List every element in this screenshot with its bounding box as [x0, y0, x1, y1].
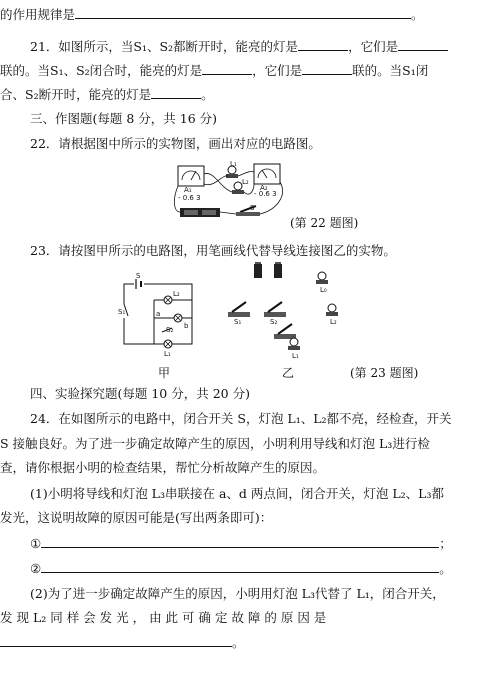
answer-blank[interactable]: [75, 6, 411, 19]
label-l1: L₁: [230, 160, 237, 168]
answer-blank[interactable]: [202, 62, 252, 75]
part-label-l0: L₀: [320, 286, 327, 294]
q24-line-7: [0, 610, 494, 626]
answer-line-1: [0, 535, 494, 552]
q21-line-3: [0, 86, 494, 103]
q24-line-6: [0, 586, 494, 602]
answer-blank[interactable]: [302, 62, 352, 75]
text: 三、作图题(每题 8 分，共 16 分): [30, 111, 218, 126]
label-m1: - 0.6 3: [178, 194, 201, 202]
part-label-l2: L₂: [330, 318, 337, 326]
text: 。: [411, 7, 424, 22]
q22-text: [0, 136, 494, 152]
q21-line-2: [0, 62, 494, 79]
text: 22．请根据图中所示的实物图，画出对应的电路图。: [30, 136, 321, 151]
figure-22: [170, 160, 290, 230]
section-3-heading: [0, 111, 494, 127]
text: 发光，这说明故障的原因可能是(写出两条即可)：: [0, 510, 273, 525]
label-a1: A₁: [184, 186, 192, 194]
label-l2: L₂: [173, 290, 180, 298]
text: 查，请你根据小明的检查结果，帮忙分析故障产生的原因。: [0, 460, 326, 475]
text: (1)小明将导线和灯泡 L₃串联接在 a、d 两点间，闭合开关，灯泡 L₂、L₃都: [30, 486, 444, 501]
text: 23．请按图甲所示的电路图，用笔画线代替导线连接图乙的实物。: [30, 243, 396, 258]
q24-line-1: [0, 411, 494, 427]
q24-line-8: [0, 634, 494, 651]
answer-blank[interactable]: [398, 38, 448, 51]
line-1: [0, 6, 494, 23]
text: ，它们是: [252, 63, 303, 78]
answer-line-2: [0, 560, 494, 577]
label-s: S: [136, 272, 141, 280]
label-a: a: [156, 310, 161, 318]
text: 发 现 L₂ 同 样 会 发 光 ， 由 此 可 确 定 故 障 的 原 因 是: [0, 610, 327, 625]
q24-line-2: [0, 436, 494, 452]
part-label-s1: S₁: [234, 318, 242, 326]
text: ；: [439, 536, 452, 551]
text: 。: [232, 635, 245, 650]
text: S 接触良好。为了进一步确定故障产生的原因，小明利用导线和灯泡 L₃进行检: [0, 436, 430, 451]
label-s1: S₁: [118, 308, 126, 316]
caption-22: (第 22 题图): [290, 216, 359, 230]
answer-blank[interactable]: [41, 535, 439, 548]
figure-23-circuit: [118, 270, 200, 362]
q24-line-3: [0, 460, 494, 476]
q24-line-4: [0, 486, 494, 502]
label-l2: L₂: [242, 178, 249, 186]
figure-23-parts: [222, 262, 352, 362]
figure-label-jia: 甲: [158, 366, 171, 380]
text: 四、实验探究题(每题 10 分，共 20 分): [30, 386, 250, 401]
text: 。: [439, 561, 452, 576]
label-s: S: [250, 204, 255, 212]
label-m2: - 0.6 3: [254, 190, 277, 198]
label-l1: L₁: [164, 350, 171, 358]
text: 21．如图所示，当S₁、S₂都断开时，能亮的灯是: [30, 39, 299, 54]
text: ，它们是: [348, 39, 399, 54]
figure-label-yi: 乙: [282, 366, 295, 380]
text: (2)为了进一步确定故障产生的原因，小明用灯泡 L₃代替了 L₁，闭合开关，: [30, 586, 445, 601]
text: 。: [201, 87, 214, 102]
text: 24．在如图所示的电路中，闭合开关 S，灯泡 L₁、L₂都不亮，经检查，开关: [30, 411, 452, 426]
text: 合、S₂断开时，能亮的灯是: [0, 87, 152, 102]
answer-blank[interactable]: [41, 560, 439, 573]
q24-line-5: [0, 510, 494, 526]
label-b: b: [184, 322, 189, 330]
q21-line-1: [0, 38, 494, 55]
q23-text: [0, 243, 494, 259]
label-a2: A₂: [260, 184, 268, 192]
text: 联的。当S₁、S₂闭合时，能亮的灯是: [0, 63, 203, 78]
text: 的作用规律是: [0, 7, 76, 22]
label-s2: S₂: [166, 326, 174, 334]
answer-blank[interactable]: [298, 38, 348, 51]
answer-blank[interactable]: [0, 634, 232, 647]
text: 联的。当S₁闭: [352, 63, 429, 78]
caption-23: (第 23 题图): [350, 366, 419, 380]
part-label-s2: S₂: [270, 318, 278, 326]
answer-blank[interactable]: [151, 86, 201, 99]
section-4-heading: [0, 386, 494, 402]
text: ①: [30, 536, 42, 551]
text: ②: [30, 561, 42, 576]
part-label-l1: L₁: [292, 352, 299, 360]
